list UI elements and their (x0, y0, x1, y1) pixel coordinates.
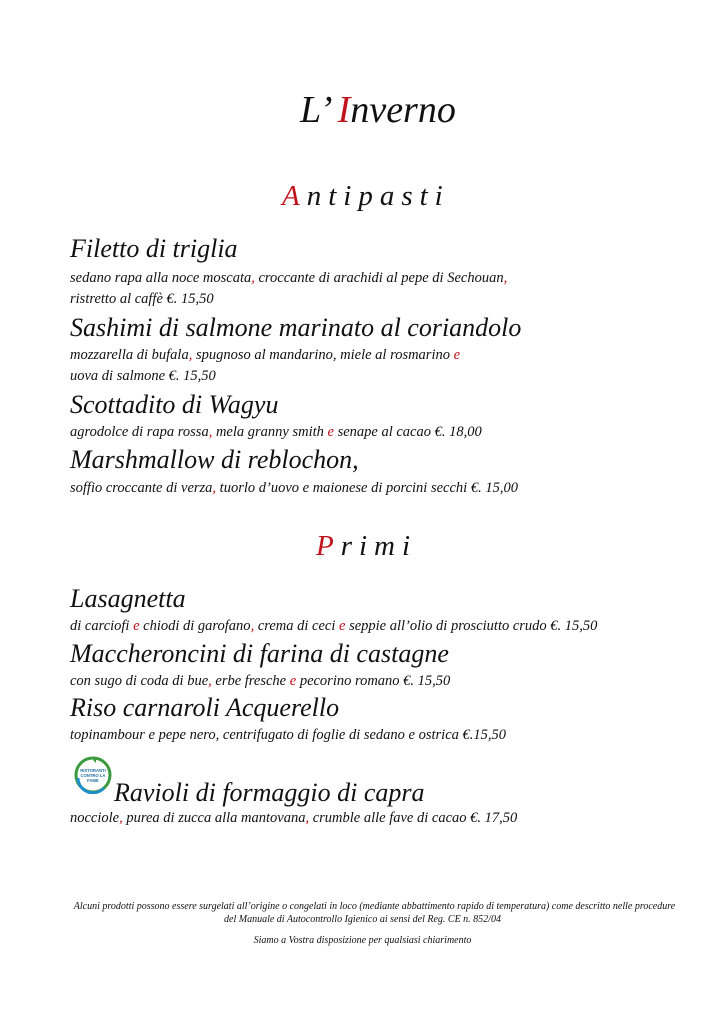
dish-desc-riso: topinambour e pepe nero, centrifugato di foglie di sedano e ostrica €.15,50 (70, 727, 507, 743)
section-initial: A (282, 180, 307, 212)
desc-text: senape al cacao €. 18,00 (333, 424, 482, 440)
desc-sep: e (327, 424, 334, 440)
dish-name-filetto: Filetto di triglia (70, 234, 238, 263)
desc-text: con sugo di coda di bue (70, 673, 209, 689)
dish-desc-sashimi-line1 (70, 348, 460, 363)
desc-sep: , (208, 673, 212, 689)
desc-text: spugnoso al mandarino, miele al rosmarino (192, 347, 454, 363)
desc-text: croccante di arachidi al pepe di Sechouan (254, 270, 504, 286)
dish-name-marshmallow: Marshmallow di reblochon, (70, 445, 359, 474)
desc-sep: e (453, 347, 461, 363)
footer-note-line3: Siamo a Vostra disposizione per qualsiasi chiarimento (253, 935, 472, 946)
section-initial: P (316, 530, 341, 562)
logo-text-line1: RISTORANTI (80, 768, 106, 773)
desc-sep: e (339, 618, 346, 634)
dish-name-sashimi: Sashimi di salmone marinato al coriandolo (70, 313, 522, 342)
desc-text: nocciole (70, 810, 120, 826)
ristoranti-contro-la-fame-logo (74, 756, 112, 794)
logo-text-line3: FAME (87, 778, 99, 783)
dish-name-scottadito: Scottadito di Wagyu (70, 390, 279, 419)
dish-desc-maccheroncini (70, 674, 450, 689)
desc-sep: , (250, 618, 255, 634)
desc-text: agrodolce di rapa rossa (70, 424, 209, 440)
desc-text: crumble alle fave di cacao €. 17,50 (309, 810, 518, 826)
desc-text: crema di ceci (254, 618, 339, 634)
footer-note-line1: Alcuni prodotti possono essere surgelati all’origine o congelati in loco (mediante abbattimento rapido di temperatura) come descritto nelle procedure (73, 901, 676, 912)
desc-sep: , (208, 424, 213, 440)
title-red-letter: I (337, 89, 351, 131)
desc-sep: , (119, 810, 123, 826)
section-heading-primi (316, 530, 417, 563)
desc-text: mela granny smith (212, 424, 328, 440)
desc-text: tuorlo d’uovo e maionese di porcini secchi €. 15,00 (216, 480, 518, 496)
dish-desc-filetto-line2: ristretto al caffè €. 15,50 (70, 291, 214, 307)
dish-desc-marshmallow (70, 481, 518, 496)
desc-sep: , (212, 480, 217, 496)
dish-name-lasagnetta: Lasagnetta (70, 584, 186, 613)
title-prefix: L’ (300, 89, 338, 131)
desc-text: soffio croccante di verza (70, 480, 213, 496)
section-rest: rimi (340, 530, 418, 562)
desc-text: di carciofi (70, 618, 134, 634)
desc-sep: , (305, 810, 310, 826)
desc-text: pecorino romano €. 15,50 (296, 673, 451, 689)
title-rest: nverno (350, 89, 456, 131)
desc-sep: e (133, 618, 140, 634)
dish-name-ravioli: Ravioli di formaggio di capra (114, 778, 425, 807)
dish-desc-sashimi-line2: uova di salmone €. 15,50 (70, 368, 216, 384)
section-heading-antipasti (282, 180, 450, 213)
logo-icon (74, 756, 112, 794)
desc-text: chiodi di garofano (139, 618, 251, 634)
dish-name-maccheroncini: Maccheroncini di farina di castagne (70, 639, 449, 668)
section-rest: ntipasti (306, 180, 450, 212)
menu-title (300, 88, 456, 132)
desc-text: sedano rapa alla noce moscata (70, 270, 252, 286)
desc-sep: , (251, 270, 255, 286)
desc-text: seppie all’olio di prosciutto crudo €. 15,50 (345, 618, 598, 634)
footer-note-line2: del Manuale di Autocontrollo Igienico ai sensi del Reg. CE n. 852/04 (224, 914, 501, 925)
dish-desc-lasagnetta (70, 619, 597, 634)
desc-sep: , (503, 270, 508, 286)
desc-text: mozzarella di bufala (70, 347, 189, 363)
desc-text: purea di zucca alla mantovana (122, 810, 306, 826)
desc-text: erbe fresche (211, 673, 290, 689)
desc-sep: e (289, 673, 297, 689)
dish-desc-filetto-line1 (70, 271, 507, 286)
dish-desc-scottadito (70, 425, 482, 440)
desc-sep: , (188, 347, 193, 363)
dish-desc-ravioli (70, 811, 517, 826)
logo-text-line2: CONTRO LA (80, 773, 106, 778)
dish-name-riso: Riso carnaroli Acquerello (70, 693, 340, 722)
